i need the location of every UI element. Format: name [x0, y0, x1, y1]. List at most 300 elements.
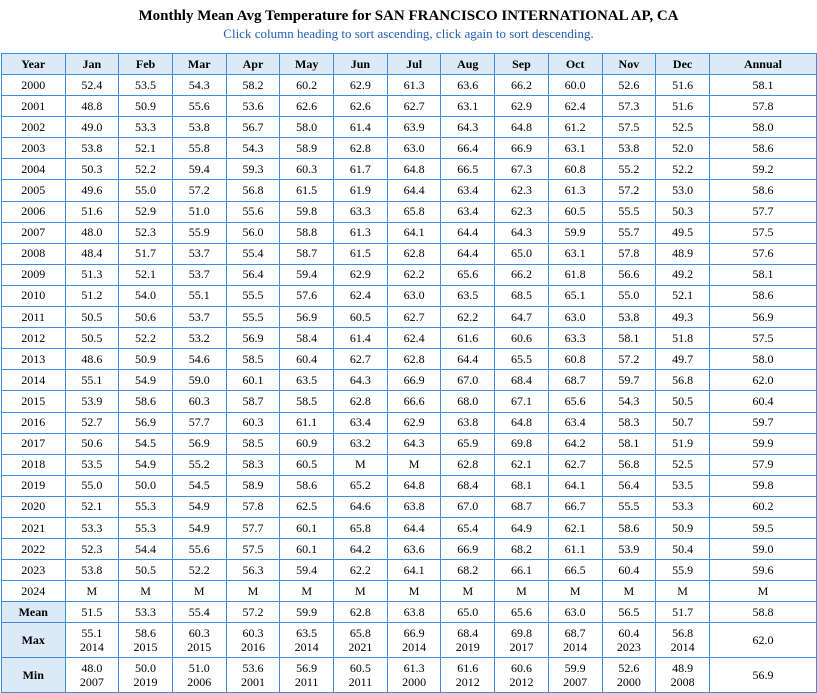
value-cell: 62.8: [334, 138, 388, 159]
value-cell: 55.5: [602, 496, 656, 517]
value-cell: 52.1: [65, 496, 119, 517]
value-cell: 55.6: [172, 96, 226, 117]
value-cell: 68.4: [441, 475, 495, 496]
table-body: [2, 75, 817, 602]
table-row: [2, 560, 817, 581]
value-cell: 54.5: [172, 475, 226, 496]
value-cell: 63.8: [441, 412, 495, 433]
value-cell: 62.1: [495, 454, 549, 475]
table-row: [2, 454, 817, 475]
value-cell: 57.5: [602, 117, 656, 138]
sort-instructions: Click column heading to sort ascending, click again to sort descending.: [223, 26, 594, 41]
value-cell: 54.3: [226, 138, 280, 159]
year-cell: 2002: [2, 117, 66, 138]
value-cell: 59.9: [548, 222, 602, 243]
table-row: [2, 539, 817, 560]
value-cell: 60.0: [548, 75, 602, 96]
value-cell: 66.2: [495, 264, 549, 285]
min-cell: [119, 658, 173, 693]
value-cell: 59.9: [709, 433, 816, 454]
value-cell: 62.8: [334, 391, 388, 412]
value-cell: 59.0: [172, 370, 226, 391]
value-cell: 64.4: [387, 180, 441, 201]
min-value: 59.9: [564, 661, 586, 676]
value-cell: 58.9: [280, 138, 334, 159]
value-cell: 57.8: [226, 496, 280, 517]
value-cell: 60.8: [548, 159, 602, 180]
value-cell: 63.5: [280, 370, 334, 391]
column-header-apr[interactable]: Apr: [226, 54, 280, 75]
value-cell: 62.7: [387, 307, 441, 328]
value-cell: 55.1: [65, 370, 119, 391]
value-cell: 53.8: [65, 138, 119, 159]
value-cell: 61.6: [441, 328, 495, 349]
value-cell: 48.0: [65, 222, 119, 243]
value-cell: 62.2: [441, 307, 495, 328]
max-cell: [548, 623, 602, 658]
year-cell: 2024: [2, 581, 66, 602]
value-cell: M: [334, 581, 388, 602]
value-cell: 48.8: [65, 96, 119, 117]
column-header-mar[interactable]: Mar: [172, 54, 226, 75]
value-cell: 64.3: [334, 370, 388, 391]
value-cell: 62.8: [387, 243, 441, 264]
value-cell: 68.7: [548, 370, 602, 391]
value-cell: 57.9: [709, 454, 816, 475]
value-cell: 50.5: [119, 560, 173, 581]
value-cell: 63.4: [441, 180, 495, 201]
value-cell: 58.6: [119, 391, 173, 412]
value-cell: 65.6: [548, 391, 602, 412]
mean-cell: 59.9: [280, 602, 334, 623]
year-cell: 2013: [2, 349, 66, 370]
max-value: 62.0: [752, 633, 774, 648]
year-cell: 2023: [2, 560, 66, 581]
year-cell: 2020: [2, 496, 66, 517]
table-row: [2, 412, 817, 433]
max-year: 2014: [670, 640, 695, 655]
value-cell: 63.4: [334, 412, 388, 433]
min-cell: [548, 658, 602, 693]
value-cell: 62.9: [334, 75, 388, 96]
value-cell: 68.2: [441, 560, 495, 581]
min-year: 2011: [348, 675, 373, 690]
min-value: 61.3: [403, 661, 425, 676]
value-cell: 63.4: [441, 201, 495, 222]
value-cell: 53.7: [172, 307, 226, 328]
year-cell: 2016: [2, 412, 66, 433]
value-cell: 60.2: [280, 75, 334, 96]
column-header-aug[interactable]: Aug: [441, 54, 495, 75]
value-cell: 66.7: [548, 496, 602, 517]
value-cell: 60.9: [280, 433, 334, 454]
value-cell: 58.6: [709, 285, 816, 306]
mean-cell: 63.0: [548, 602, 602, 623]
value-cell: 48.6: [65, 349, 119, 370]
min-cell: [602, 658, 656, 693]
value-cell: 64.1: [387, 222, 441, 243]
min-year: 2011: [294, 675, 319, 690]
value-cell: 59.0: [709, 539, 816, 560]
value-cell: 61.3: [334, 222, 388, 243]
value-cell: 53.7: [172, 264, 226, 285]
value-cell: 52.6: [602, 75, 656, 96]
value-cell: 60.1: [280, 517, 334, 538]
min-cell: [65, 658, 119, 693]
value-cell: 49.7: [656, 349, 710, 370]
value-cell: 51.2: [65, 285, 119, 306]
value-cell: 64.4: [441, 349, 495, 370]
value-cell: 57.5: [709, 328, 816, 349]
column-header-year[interactable]: Year: [2, 54, 66, 75]
max-cell: [495, 623, 549, 658]
table-row: [2, 117, 817, 138]
value-cell: 50.4: [656, 539, 710, 560]
value-cell: 62.6: [280, 96, 334, 117]
value-cell: 50.9: [119, 349, 173, 370]
value-cell: 68.5: [495, 285, 549, 306]
value-cell: M: [387, 454, 441, 475]
value-cell: 63.6: [387, 539, 441, 560]
value-cell: 49.3: [656, 307, 710, 328]
value-cell: 54.3: [172, 75, 226, 96]
value-cell: 68.4: [495, 370, 549, 391]
mean-cell: 53.3: [119, 602, 173, 623]
value-cell: 52.4: [65, 75, 119, 96]
column-header-jan[interactable]: Jan: [65, 54, 119, 75]
value-cell: 58.6: [709, 180, 816, 201]
value-cell: 58.6: [280, 475, 334, 496]
value-cell: 57.6: [709, 243, 816, 264]
value-cell: 59.3: [226, 159, 280, 180]
min-value: 51.0: [188, 661, 210, 676]
value-cell: 53.3: [656, 496, 710, 517]
value-cell: 65.2: [334, 475, 388, 496]
max-cell: [172, 623, 226, 658]
column-header-annual[interactable]: Annual: [709, 54, 816, 75]
value-cell: 61.1: [280, 412, 334, 433]
min-year: 2007: [79, 675, 104, 690]
value-cell: 64.1: [387, 560, 441, 581]
value-cell: 63.5: [441, 285, 495, 306]
value-cell: 62.3: [495, 180, 549, 201]
value-cell: 58.8: [280, 222, 334, 243]
value-cell: M: [441, 581, 495, 602]
max-value: 55.1: [81, 626, 103, 641]
year-cell: 2005: [2, 180, 66, 201]
value-cell: 54.9: [172, 517, 226, 538]
value-cell: 50.9: [656, 517, 710, 538]
value-cell: 68.7: [495, 496, 549, 517]
value-cell: 57.5: [226, 539, 280, 560]
value-cell: 61.5: [280, 180, 334, 201]
min-value: 60.5: [349, 661, 371, 676]
value-cell: 60.4: [709, 391, 816, 412]
max-year: 2015: [187, 640, 212, 655]
value-cell: 61.1: [548, 539, 602, 560]
value-cell: 64.9: [495, 517, 549, 538]
year-cell: 2006: [2, 201, 66, 222]
max-value: 60.3: [188, 626, 210, 641]
value-cell: 67.3: [495, 159, 549, 180]
value-cell: 55.5: [226, 307, 280, 328]
value-cell: 53.3: [65, 517, 119, 538]
value-cell: 62.3: [495, 201, 549, 222]
value-cell: 60.1: [280, 539, 334, 560]
value-cell: 62.6: [334, 96, 388, 117]
value-cell: 50.0: [119, 475, 173, 496]
value-cell: 58.6: [709, 138, 816, 159]
min-year: 2000: [616, 675, 641, 690]
value-cell: 58.5: [226, 349, 280, 370]
value-cell: 64.4: [441, 222, 495, 243]
value-cell: 56.9: [226, 328, 280, 349]
value-cell: 52.9: [119, 201, 173, 222]
min-value: 53.6: [242, 661, 264, 676]
value-cell: M: [602, 581, 656, 602]
max-year: 2014: [79, 640, 104, 655]
value-cell: M: [65, 581, 119, 602]
column-header-dec[interactable]: Dec: [656, 54, 710, 75]
value-cell: 52.2: [119, 328, 173, 349]
value-cell: 67.0: [441, 496, 495, 517]
value-cell: 62.5: [280, 496, 334, 517]
mean-cell: 58.8: [709, 602, 816, 623]
value-cell: 51.6: [65, 201, 119, 222]
mean-cell: 65.6: [495, 602, 549, 623]
year-cell: 2015: [2, 391, 66, 412]
value-cell: 59.2: [709, 159, 816, 180]
year-cell: 2007: [2, 222, 66, 243]
value-cell: 52.2: [172, 560, 226, 581]
value-cell: 62.7: [387, 96, 441, 117]
value-cell: 64.4: [387, 517, 441, 538]
value-cell: 58.1: [709, 264, 816, 285]
value-cell: 63.6: [441, 75, 495, 96]
min-value: 60.6: [510, 661, 532, 676]
value-cell: 56.7: [226, 117, 280, 138]
value-cell: 53.3: [119, 117, 173, 138]
year-cell: 2008: [2, 243, 66, 264]
value-cell: 52.3: [65, 539, 119, 560]
value-cell: 65.6: [441, 264, 495, 285]
value-cell: 65.1: [548, 285, 602, 306]
table-row: [2, 285, 817, 306]
value-cell: 52.0: [656, 138, 710, 159]
value-cell: 62.4: [334, 285, 388, 306]
min-cell: [441, 658, 495, 693]
value-cell: 56.9: [280, 307, 334, 328]
value-cell: 62.7: [548, 454, 602, 475]
value-cell: 59.7: [709, 412, 816, 433]
value-cell: 66.9: [387, 370, 441, 391]
value-cell: 58.1: [709, 75, 816, 96]
value-cell: 68.0: [441, 391, 495, 412]
value-cell: 57.2: [602, 180, 656, 201]
min-cell: [334, 658, 388, 693]
value-cell: 58.2: [226, 75, 280, 96]
value-cell: 66.5: [548, 560, 602, 581]
value-cell: 55.8: [172, 138, 226, 159]
value-cell: 57.5: [709, 222, 816, 243]
max-value: 68.4: [457, 626, 479, 641]
min-label: Min: [2, 658, 66, 693]
value-cell: 63.1: [441, 96, 495, 117]
value-cell: 57.7: [709, 201, 816, 222]
mean-row: [2, 602, 817, 623]
column-header-jun[interactable]: Jun: [334, 54, 388, 75]
value-cell: 58.0: [709, 349, 816, 370]
column-header-feb[interactable]: Feb: [119, 54, 173, 75]
value-cell: 62.9: [495, 96, 549, 117]
value-cell: 66.9: [441, 539, 495, 560]
max-value: 60.4: [618, 626, 640, 641]
year-cell: 2019: [2, 475, 66, 496]
mean-cell: 63.8: [387, 602, 441, 623]
value-cell: 54.4: [119, 539, 173, 560]
value-cell: 64.7: [495, 307, 549, 328]
table-row: [2, 433, 817, 454]
value-cell: 56.4: [602, 475, 656, 496]
value-cell: 56.6: [602, 264, 656, 285]
value-cell: 64.8: [387, 475, 441, 496]
column-header-may[interactable]: May: [280, 54, 334, 75]
max-cell: [334, 623, 388, 658]
value-cell: 64.8: [495, 117, 549, 138]
value-cell: M: [334, 454, 388, 475]
value-cell: 53.6: [226, 96, 280, 117]
value-cell: 62.2: [334, 560, 388, 581]
value-cell: 55.6: [172, 539, 226, 560]
mean-cell: 65.0: [441, 602, 495, 623]
header-row: [2, 54, 817, 75]
value-cell: 55.7: [602, 222, 656, 243]
value-cell: 60.5: [548, 201, 602, 222]
value-cell: 63.3: [548, 328, 602, 349]
value-cell: 50.7: [656, 412, 710, 433]
max-value: 56.8: [672, 626, 694, 641]
max-year: 2017: [509, 640, 534, 655]
max-value: 65.8: [349, 626, 371, 641]
value-cell: 55.6: [226, 201, 280, 222]
max-cell: [656, 623, 710, 658]
value-cell: 57.2: [172, 180, 226, 201]
value-cell: 63.0: [387, 285, 441, 306]
value-cell: 64.2: [334, 539, 388, 560]
value-cell: 51.3: [65, 264, 119, 285]
value-cell: 52.1: [119, 264, 173, 285]
max-value: 63.5: [296, 626, 318, 641]
value-cell: 58.1: [602, 433, 656, 454]
value-cell: 62.8: [441, 454, 495, 475]
mean-cell: 51.5: [65, 602, 119, 623]
value-cell: 69.8: [495, 433, 549, 454]
value-cell: 57.7: [172, 412, 226, 433]
value-cell: 55.9: [656, 560, 710, 581]
table-row: [2, 349, 817, 370]
value-cell: 57.2: [602, 349, 656, 370]
value-cell: 51.6: [656, 75, 710, 96]
min-value: 48.9: [672, 661, 694, 676]
value-cell: 60.3: [226, 412, 280, 433]
value-cell: 53.8: [65, 560, 119, 581]
max-label: Max: [2, 623, 66, 658]
max-cell: [602, 623, 656, 658]
value-cell: 66.4: [441, 138, 495, 159]
mean-cell: 55.4: [172, 602, 226, 623]
column-header-oct[interactable]: Oct: [548, 54, 602, 75]
value-cell: 55.2: [602, 159, 656, 180]
value-cell: 60.4: [602, 560, 656, 581]
value-cell: M: [226, 581, 280, 602]
max-cell: [226, 623, 280, 658]
value-cell: 54.9: [119, 454, 173, 475]
mean-cell: 62.8: [334, 602, 388, 623]
value-cell: 51.8: [656, 328, 710, 349]
value-cell: 53.9: [65, 391, 119, 412]
value-cell: M: [495, 581, 549, 602]
value-cell: 66.5: [441, 159, 495, 180]
value-cell: 50.6: [65, 433, 119, 454]
max-year: 2014: [294, 640, 319, 655]
value-cell: M: [280, 581, 334, 602]
value-cell: 64.3: [495, 222, 549, 243]
value-cell: 62.9: [387, 412, 441, 433]
value-cell: 63.2: [334, 433, 388, 454]
value-cell: 63.0: [548, 307, 602, 328]
value-cell: 50.3: [656, 201, 710, 222]
value-cell: 66.1: [495, 560, 549, 581]
value-cell: 62.2: [387, 264, 441, 285]
value-cell: 63.8: [387, 496, 441, 517]
value-cell: 60.5: [334, 307, 388, 328]
value-cell: 64.6: [334, 496, 388, 517]
value-cell: 64.8: [387, 159, 441, 180]
value-cell: 56.8: [656, 370, 710, 391]
mean-label: Mean: [2, 602, 66, 623]
value-cell: M: [548, 581, 602, 602]
max-year: 2019: [455, 640, 480, 655]
value-cell: 62.4: [387, 328, 441, 349]
column-header-jul[interactable]: Jul: [387, 54, 441, 75]
value-cell: 62.8: [387, 349, 441, 370]
value-cell: 58.0: [280, 117, 334, 138]
table-row: [2, 264, 817, 285]
year-cell: 2018: [2, 454, 66, 475]
value-cell: 68.2: [495, 539, 549, 560]
mean-cell: 51.7: [656, 602, 710, 623]
table-row: [2, 475, 817, 496]
value-cell: 52.1: [119, 138, 173, 159]
value-cell: 50.5: [65, 328, 119, 349]
column-header-sep[interactable]: Sep: [495, 54, 549, 75]
column-header-nov[interactable]: Nov: [602, 54, 656, 75]
value-cell: 63.0: [387, 138, 441, 159]
value-cell: 59.4: [280, 560, 334, 581]
max-cell: [280, 623, 334, 658]
value-cell: 55.5: [602, 201, 656, 222]
min-cell: [172, 658, 226, 693]
value-cell: 59.6: [709, 560, 816, 581]
value-cell: 51.7: [119, 243, 173, 264]
value-cell: 57.3: [602, 96, 656, 117]
max-value: 69.8: [510, 626, 532, 641]
value-cell: 51.0: [172, 201, 226, 222]
max-row: [2, 623, 817, 658]
value-cell: 58.1: [602, 328, 656, 349]
min-year: 2001: [240, 675, 265, 690]
value-cell: 53.0: [656, 180, 710, 201]
